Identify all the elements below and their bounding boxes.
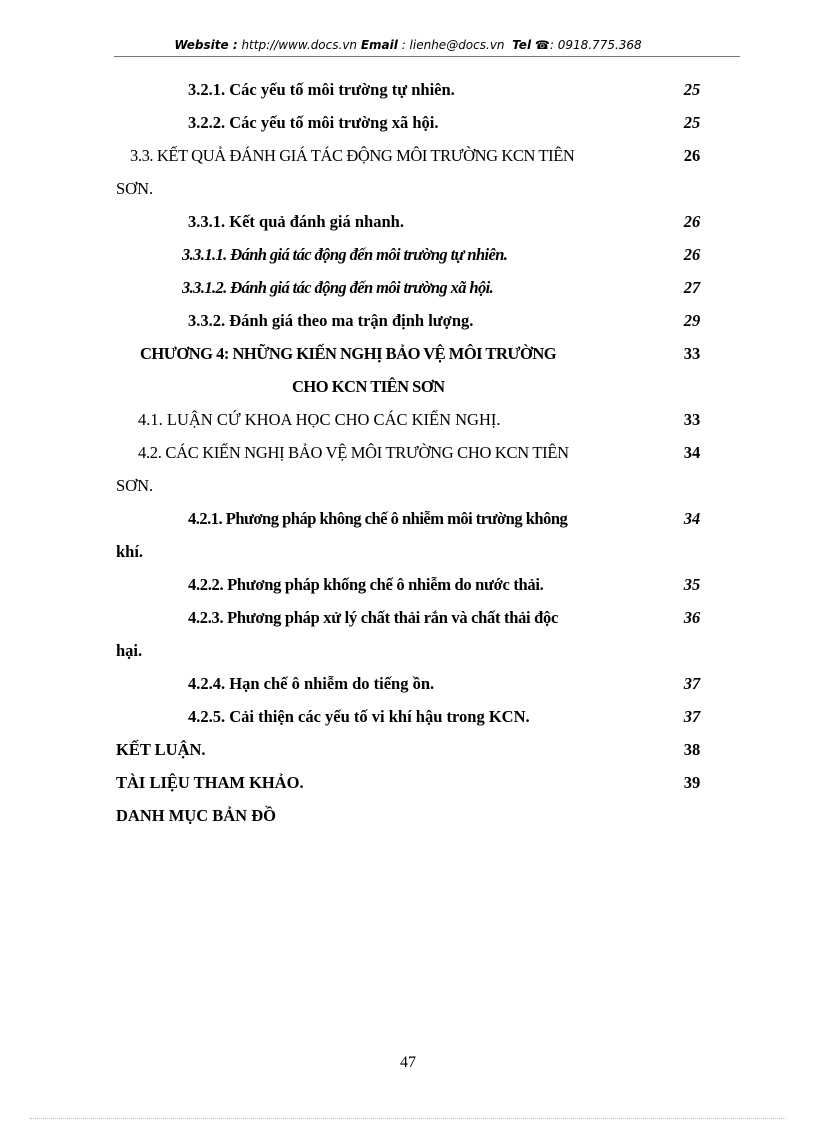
toc-entry-4-2-1-cont: khí. — [116, 542, 144, 561]
toc-page-4-2-4: 37 — [683, 674, 701, 693]
toc-page-chapter-4: 33 — [683, 344, 701, 363]
toc-entry-chapter-4-cont: CHO KCN TIÊN SƠN — [292, 377, 445, 396]
tel-value: : 0918.775.368 — [549, 38, 642, 52]
toc-page-3-3: 26 — [683, 146, 701, 165]
toc-page-4-2-2: 35 — [683, 575, 701, 594]
toc-entry-4-2: 4.2. CÁC KIẾN NGHỊ BẢO VỆ MÔI TRƯỜNG CHO KCN TIÊN — [138, 443, 569, 462]
website-value: http://www.docs.vn — [237, 38, 361, 52]
toc-page-3-2-2: 25 — [683, 113, 701, 132]
page-number: 47 — [400, 1054, 416, 1071]
toc-entry-3-3-2: 3.3.2. Đánh giá theo ma trận định lượng. — [188, 311, 474, 330]
tel-label: Tel — [512, 38, 532, 52]
toc-entry-map-list: DANH MỤC BẢN ĐỒ — [116, 806, 276, 825]
toc-page-3-2-1: 25 — [683, 80, 701, 99]
email-label: Email — [360, 38, 398, 52]
footer-rule — [30, 1118, 786, 1119]
website-label: Website : — [174, 38, 238, 52]
header-rule — [114, 56, 740, 57]
toc-page-4-2-5: 37 — [683, 707, 701, 726]
toc-entry-4-2-2: 4.2.2. Phương pháp khống chế ô nhiễm do nước thải. — [188, 575, 544, 594]
toc-page-3-3-1-1: 26 — [683, 245, 701, 264]
toc-entry-3-3: 3.3. KẾT QUẢ ĐÁNH GIÁ TÁC ĐỘNG MÔI TRƯỜNG KCN TIÊN — [130, 146, 575, 165]
toc-entry-3-2-2: 3.2.2. Các yếu tố môi trường xã hội. — [188, 113, 439, 132]
toc-page-references: 39 — [683, 773, 701, 792]
toc-entry-3-3-1: 3.3.1. Kết quả đánh giá nhanh. — [188, 212, 404, 231]
toc-page-4-2: 34 — [683, 443, 701, 462]
toc-page-4-1: 33 — [683, 410, 701, 429]
toc-entry-4-1: 4.1. LUẬN CỨ KHOA HỌC CHO CÁC KIẾN NGHỊ. — [138, 410, 501, 429]
toc-page-3-3-1-2: 27 — [683, 278, 701, 297]
toc-page-3-3-1: 26 — [683, 212, 701, 231]
toc-page-conclusion: 38 — [683, 740, 701, 759]
toc-entry-4-2-cont: SƠN. — [116, 476, 154, 495]
toc-entry-4-2-4: 4.2.4. Hạn chế ô nhiễm do tiếng ồn. — [188, 674, 435, 693]
toc-entry-conclusion: KẾT LUẬN. — [116, 740, 206, 759]
toc-entry-3-3-1-1: 3.3.1.1. Đánh giá tác động đến môi trường tự nhiên. — [182, 245, 508, 264]
toc-entry-3-2-1: 3.2.1. Các yếu tố môi trường tự nhiên. — [188, 80, 455, 99]
toc-entry-3-3-cont: SƠN. — [116, 179, 154, 198]
telephone-icon: ☎ — [534, 38, 550, 52]
toc-page-4-2-3: 36 — [683, 608, 701, 627]
email-value: : lienhe@docs.vn — [397, 38, 509, 52]
toc-entry-4-2-5: 4.2.5. Cải thiện các yếu tố vi khí hậu trong KCN. — [188, 707, 530, 726]
toc-entry-references: TÀI LIỆU THAM KHẢO. — [116, 773, 304, 792]
toc-entry-chapter-4: CHƯƠNG 4: NHỮNG KIẾN NGHỊ BẢO VỆ MÔI TRƯỜNG — [140, 344, 557, 363]
toc-page-4-2-1: 34 — [683, 509, 701, 528]
toc-entry-4-2-1: 4.2.1. Phương pháp không chế ô nhiễm môi trường không — [188, 509, 568, 528]
page-header — [0, 38, 816, 52]
toc-entry-3-3-1-2: 3.3.1.2. Đánh giá tác động đến môi trường xã hội. — [182, 278, 494, 297]
toc-page-3-3-2: 29 — [683, 311, 701, 330]
toc-entry-4-2-3-cont: hại. — [116, 641, 143, 660]
toc-entry-4-2-3: 4.2.3. Phương pháp xử lý chất thải rắn và chất thải độc — [188, 608, 558, 627]
